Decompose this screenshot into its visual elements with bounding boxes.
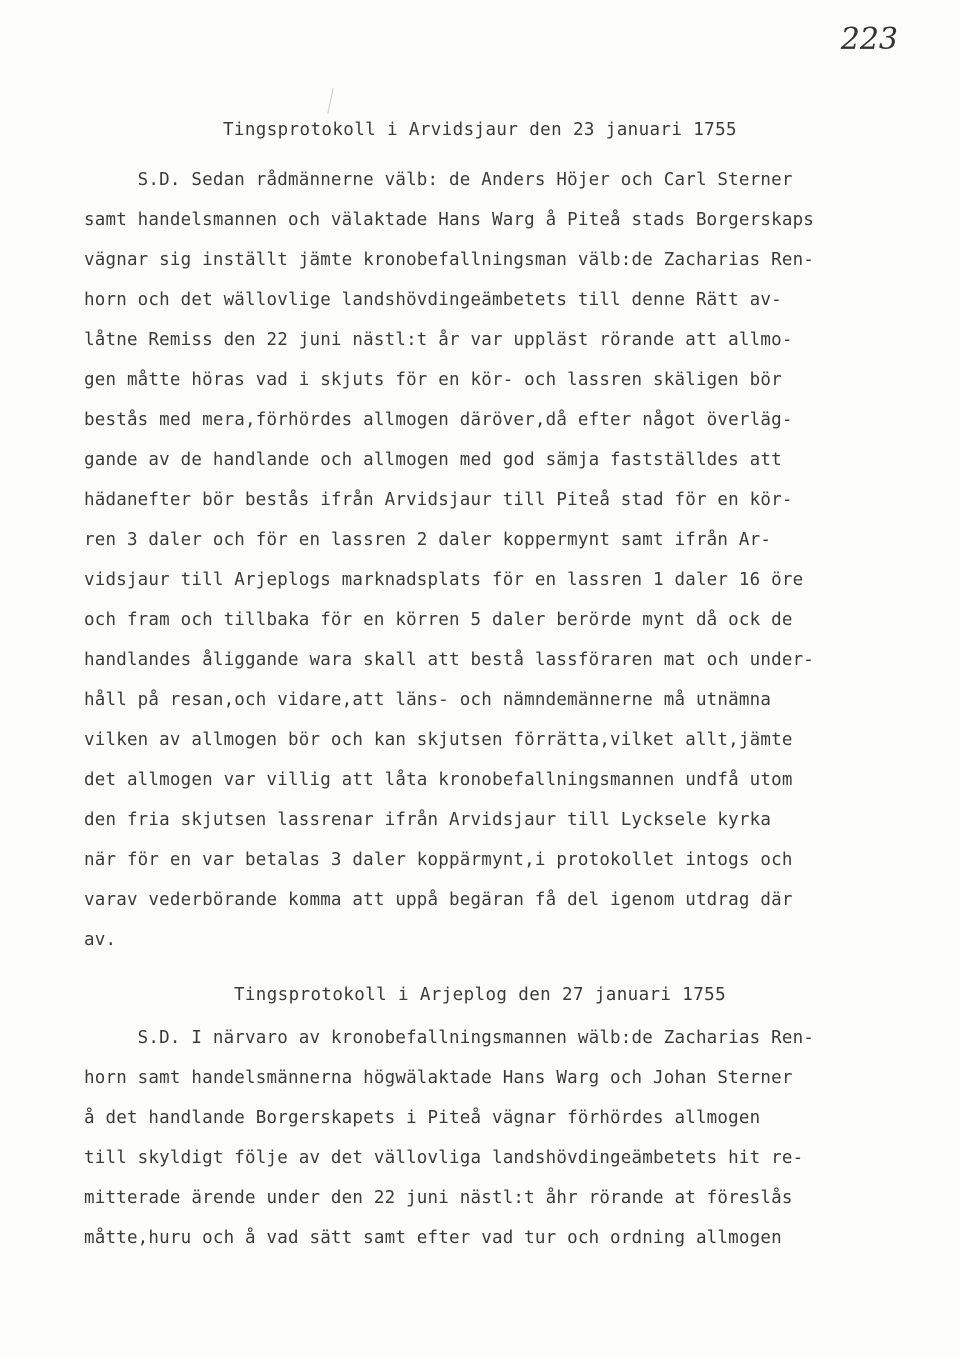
section1-line: av.	[84, 930, 117, 950]
section1-line: vägnar sig inställt jämte kronobefallningsman välb:de Zacharias Ren-	[84, 250, 815, 270]
section1-line: när för en var betalas 3 daler koppärmynt,i protokollet intogs och	[84, 850, 793, 870]
section1-line: och fram och tillbaka för en körren 5 daler berörde mynt då ock de	[84, 610, 793, 630]
page-number: 223	[840, 22, 898, 57]
section2-line: till skyldigt följe av det vällovliga landshövdingeämbetets hit re-	[84, 1148, 804, 1168]
section1-line: vilken av allmogen bör och kan skjutsen förrätta,vilket allt,jämte	[84, 730, 793, 750]
section2-line: å det handlande Borgerskapets i Piteå vägnar förhördes allmogen	[84, 1108, 761, 1128]
section1-line: S.D. Sedan rådmännerne välb: de Anders Höjer och Carl Sterner	[84, 170, 793, 190]
section1-line: handlandes åliggande wara skall att bestå lassföraren mat och under-	[84, 650, 815, 670]
section1-line: hädanefter bör bestås ifrån Arvidsjaur till Piteå stad för en kör-	[84, 490, 793, 510]
section1-line: varav vederbörande komma att uppå begäran få del igenom utdrag där	[84, 890, 793, 910]
section1-line: låtne Remiss den 22 juni nästl:t år var uppläst rörande att allmo-	[84, 330, 793, 350]
section1-line: bestås med mera,förhördes allmogen däröver,då efter något överläg-	[84, 410, 793, 430]
section1-line: den fria skjutsen lassrenar ifrån Arvidsjaur till Lycksele kyrka	[84, 810, 772, 830]
section1-line: gande av de handlande och allmogen med god sämja fastställdes att	[84, 450, 782, 470]
section2-line: mitterade ärende under den 22 juni nästl:t åhr rörande at föreslås	[84, 1188, 793, 1208]
section1-line: vidsjaur till Arjeplogs marknadsplats för en lassren 1 daler 16 öre	[84, 570, 804, 590]
section1-line: gen måtte höras vad i skjuts för en kör- och lassren skäligen bör	[84, 370, 782, 390]
section2-line: S.D. I närvaro av kronobefallningsmannen wälb:de Zacharias Ren-	[84, 1028, 815, 1048]
section1-line: håll på resan,och vidare,att läns- och nämndemännerne må utnämna	[84, 690, 772, 710]
section1-line: det allmogen var villig att låta kronobefallningsmannen undfå utom	[84, 770, 793, 790]
pen-mark	[327, 88, 333, 114]
section1-line: ren 3 daler och för en lassren 2 daler koppermynt samt ifrån Ar-	[84, 530, 772, 550]
section1-line: samt handelsmannen och välaktade Hans Warg å Piteå stads Borgerskaps	[84, 210, 815, 230]
section2-line: horn samt handelsmännerna högwälaktade Hans Warg och Johan Sterner	[84, 1068, 793, 1088]
section2-line: måtte,huru och å vad sätt samt efter vad tur och ordning allmogen	[84, 1228, 782, 1248]
section2-heading: Tingsprotokoll i Arjeplog den 27 januari 1755	[233, 985, 727, 1005]
section1-heading: Tingsprotokoll i Arvidsjaur den 23 januari 1755	[223, 120, 737, 140]
section1-line: horn och det wällovlige landshövdingeämbetets till denne Rätt av-	[84, 290, 782, 310]
